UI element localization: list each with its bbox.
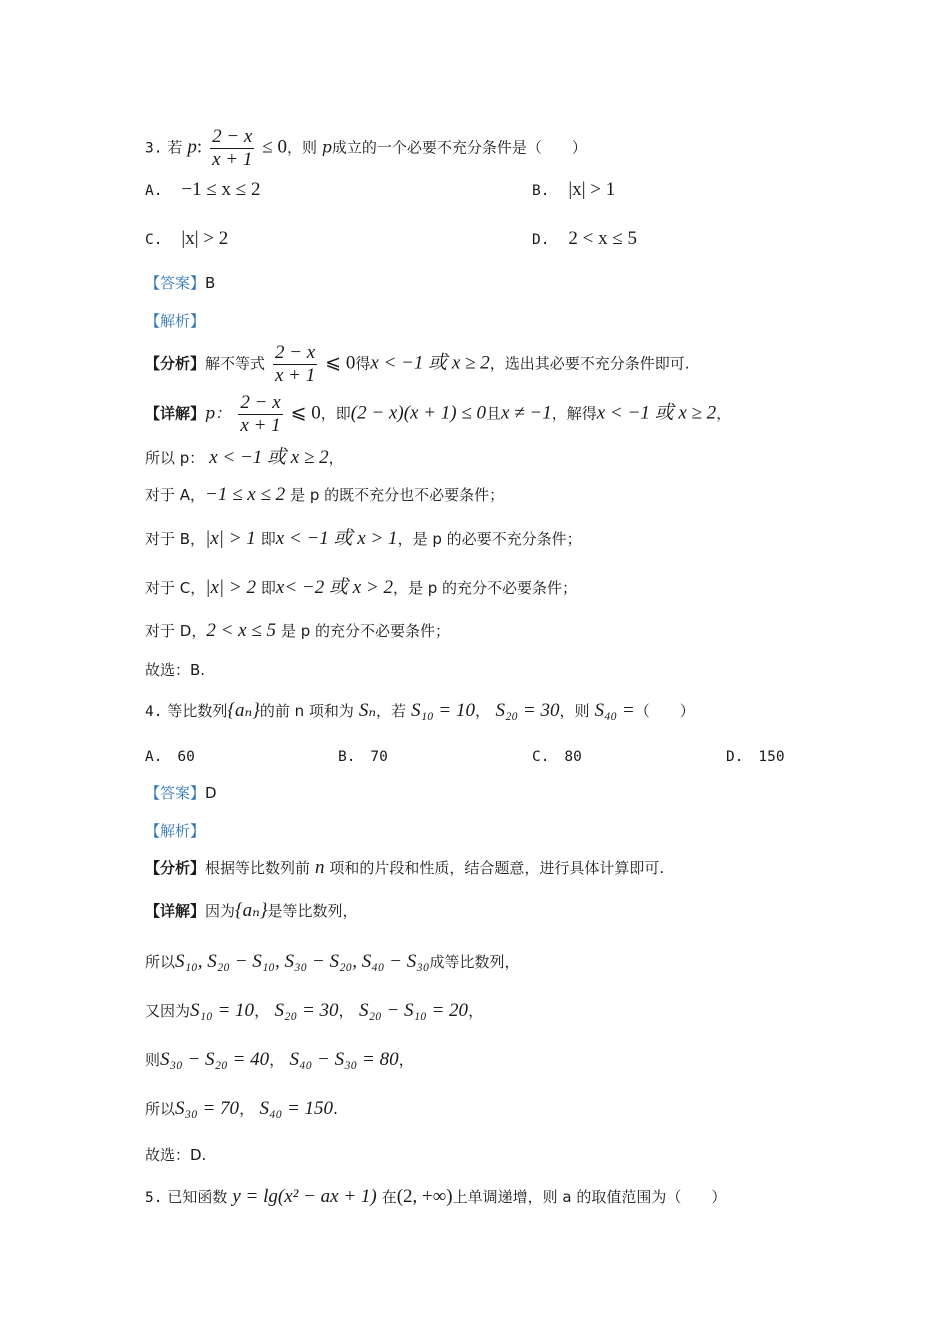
q5-number: 5. bbox=[145, 1190, 163, 1206]
q3-stem-pre: 若 bbox=[167, 138, 183, 157]
q3-fenxi: 【分析】解不等式 $\frac{2 - x}{x + 1}$ ⩽ 0得x < −1 或 x ≥ 2，选出其必要不充分条件即可. bbox=[145, 342, 690, 386]
answer-tag: 【答案】 bbox=[145, 274, 206, 292]
option-expr: |x| > 1 bbox=[568, 179, 616, 200]
q3-stem-post: ，则 bbox=[286, 138, 317, 157]
q4-choose: 故选：D. bbox=[145, 1146, 207, 1164]
q3-line-c: 对于 C，|x| > 2 即x< −2 或 x > 2，是 p 的充分不必要条件； bbox=[145, 577, 578, 598]
q3-rel: ≤ 0 bbox=[262, 136, 287, 158]
q4-xiangjie: 【详解】因为{aₙ}是等比数列， bbox=[145, 900, 358, 921]
q4-line-2: 又因为S₁₀ = 10， S₂₀ = 30， S₂₀ − S₁₀ = 20， bbox=[145, 1000, 484, 1021]
q4-fenxi: 【分析】根据等比数列前 n 项和的片段和性质，结合题意，进行具体计算即可. bbox=[145, 857, 665, 878]
q4-option-a: A. 60 bbox=[145, 749, 195, 765]
option-letter: B. bbox=[532, 183, 550, 199]
xiangjie-tag: 【详解】 bbox=[145, 404, 206, 423]
q3-line-d: 对于 D，2 < x ≤ 5 是 p 的充分不必要条件； bbox=[145, 620, 451, 641]
q3-option-c bbox=[145, 227, 228, 252]
q4-line-3: 则S₃₀ − S₂₀ = 40， S₄₀ − S₃₀ = 80， bbox=[145, 1049, 415, 1070]
q5-stem: 5. 已知函数 y = lg(x² − ax + 1) 在(2, +∞)上单调递增，则 a 的取值范围为（ ） bbox=[145, 1186, 727, 1207]
q3-frac-den: x + 1 bbox=[212, 149, 253, 170]
option-letter: D. bbox=[532, 232, 550, 248]
q4-number: 4. bbox=[145, 704, 163, 720]
q3-option-b bbox=[532, 178, 615, 203]
q3-answer bbox=[145, 271, 215, 295]
q3-fraction bbox=[210, 126, 254, 171]
q4-line-4: 所以S₃₀ = 70， S₄₀ = 150. bbox=[145, 1098, 338, 1119]
q3-choose: 故选：B. bbox=[145, 661, 206, 679]
option-expr: −1 ≤ x ≤ 2 bbox=[181, 179, 261, 200]
q4-option-d: D. 150 bbox=[726, 749, 785, 765]
option-letter: A. bbox=[145, 183, 163, 199]
fenxi-tag: 【分析】 bbox=[145, 354, 206, 373]
q3-analysis-tag: 【解析】 bbox=[145, 312, 206, 330]
q4-analysis-tag: 【解析】 bbox=[145, 822, 206, 840]
q3-stem-tail: 成立的一个必要不充分条件是（ ） bbox=[331, 138, 587, 157]
q4-line-1: 所以S₁₀, S₂₀ − S₁₀, S₃₀ − S₂₀, S₄₀ − S₃₀成等比数列， bbox=[145, 951, 520, 972]
fenxi-fraction: $\frac{2 - x}{x + 1}$ bbox=[274, 342, 316, 386]
q3-so-line: 所以 p： x < −1 或 x ≥ 2， bbox=[145, 447, 344, 468]
q3-xiangjie: 【详解】p： $\frac{2 - x}{x + 1}$ ⩽ 0，即(2 − x)(x + 1) ≤ 0且x ≠ −1，解得x < −1 或 x ≥ 2， bbox=[145, 392, 732, 436]
q4-option-c: C. 80 bbox=[532, 749, 582, 765]
q4-stem: 4. 等比数列{aₙ}的前 n 项和为 Sₙ，若 S₁₀ = 10， S₂₀ = 30，则 S₄₀ =（ ） bbox=[145, 700, 695, 721]
q3-colon: : bbox=[196, 136, 203, 158]
option-expr: 2 < x ≤ 5 bbox=[568, 228, 638, 249]
q3-option-d bbox=[532, 227, 637, 252]
xiangjie-fraction: $\frac{2 - x}{x + 1}$ bbox=[240, 392, 281, 436]
q4-option-b: B. 70 bbox=[338, 749, 388, 765]
q3-option-a bbox=[145, 178, 260, 203]
q3-line-b: 对于 B，|x| > 1 即x < −1 或 x > 1，是 p 的必要不充分条件； bbox=[145, 528, 582, 549]
q3-p: p bbox=[187, 136, 197, 158]
q3-p2: p bbox=[321, 138, 332, 157]
q3-frac-num: 2 − x bbox=[212, 126, 253, 147]
q4-seq: {aₙ} bbox=[227, 700, 260, 721]
q3-line-a: 对于 A，−1 ≤ x ≤ 2 是 p 的既不充分也不必要条件； bbox=[145, 484, 505, 505]
q3-number: 3. bbox=[145, 140, 163, 157]
option-expr: |x| > 2 bbox=[181, 228, 229, 249]
q3-stem bbox=[145, 126, 587, 171]
option-letter: C. bbox=[145, 232, 163, 248]
answer-value: B bbox=[205, 274, 216, 292]
q4-answer: 【答案】D bbox=[145, 784, 217, 802]
